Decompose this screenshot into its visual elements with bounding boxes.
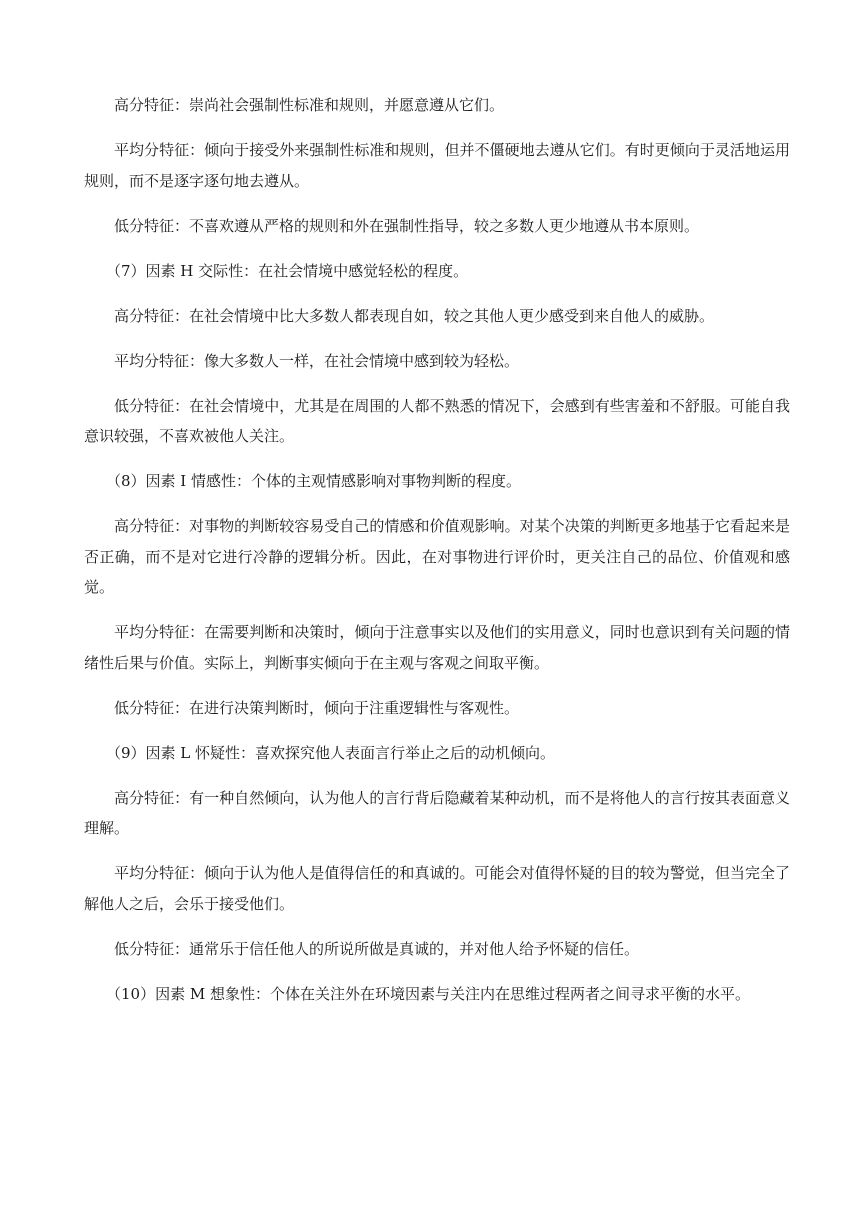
paragraph-l-low: 低分特征：通常乐于信任他人的所说所做是真诚的，并对他人给予怀疑的信任。 bbox=[114, 939, 640, 958]
paragraph-rule-average: 平均分特征：倾向于接受外来强制性标准和规则，但并不僵硬地去遵从它们。有时更倾向于灵活地运用规则，而不是逐字逐句地去遵从。 bbox=[84, 141, 790, 190]
paragraph-l-high: 高分特征：有一种自然倾向，认为他人的言行背后隐藏着某种动机，而不是将他人的言行按其表面意义理解。 bbox=[84, 788, 790, 837]
factor-l-heading: （9）因素 L 怀疑性：喜欢探究他人表面言行举止之后的动机倾向。 bbox=[106, 743, 556, 762]
factor-h-heading: （7）因素 H 交际性：在社会情境中感觉轻松的程度。 bbox=[106, 261, 469, 280]
factor-i-heading: （8）因素 I 情感性：个体的主观情感影响对事物判断的程度。 bbox=[106, 472, 522, 490]
paragraph-h-low: 低分特征：在社会情境中，尤其是在周围的人都不熟悉的情况下，会感到有些害羞和不舒服。可能自我意识较强，不喜欢被他人关注。 bbox=[84, 396, 790, 445]
paragraph-i-average: 平均分特征：在需要判断和决策时，倾向于注意事实以及他们的实用意义，同时也意识到有关问题的情绪性后果与价值。实际上，判断事实倾向于在主观与客观之间取平衡。 bbox=[84, 623, 790, 672]
paragraph-rule-high: 高分特征：崇尚社会强制性标准和规则，并愿意遵从它们。 bbox=[114, 96, 505, 114]
document-body bbox=[84, 90, 790, 1024]
paragraph-l-average: 平均分特征：倾向于认为他人是值得信任的和真诚的。可能会对值得怀疑的目的较为警觉，但当完全了解他人之后，会乐于接受他们。 bbox=[84, 864, 790, 913]
factor-m-heading: （10）因素 M 想象性：个体在关注外在环境因素与关注内在思维过程两者之间寻求平衡的水平。 bbox=[106, 984, 750, 1003]
paragraph-i-high: 高分特征：对事物的判断较容易受自己的情感和价值观影响。对某个决策的判断更多地基于它看起来是否正确，而不是对它进行冷静的逻辑分析。因此，在对事物进行评价时，更关注自己的品位、价值观和感觉。 bbox=[84, 517, 790, 596]
paragraph-h-average: 平均分特征：像大多数人一样，在社会情境中感到较为轻松。 bbox=[114, 351, 520, 370]
paragraph-h-high: 高分特征：在社会情境中比大多数人都表现自如，较之其他人更少感受到来自他人的威胁。 bbox=[114, 306, 715, 325]
paragraph-i-low: 低分特征：在进行决策判断时，倾向于注重逻辑性与客观性。 bbox=[114, 698, 520, 717]
paragraph-rule-low: 低分特征：不喜欢遵从严格的规则和外在强制性指导，较之多数人更少地遵从书本原则。 bbox=[114, 216, 700, 235]
